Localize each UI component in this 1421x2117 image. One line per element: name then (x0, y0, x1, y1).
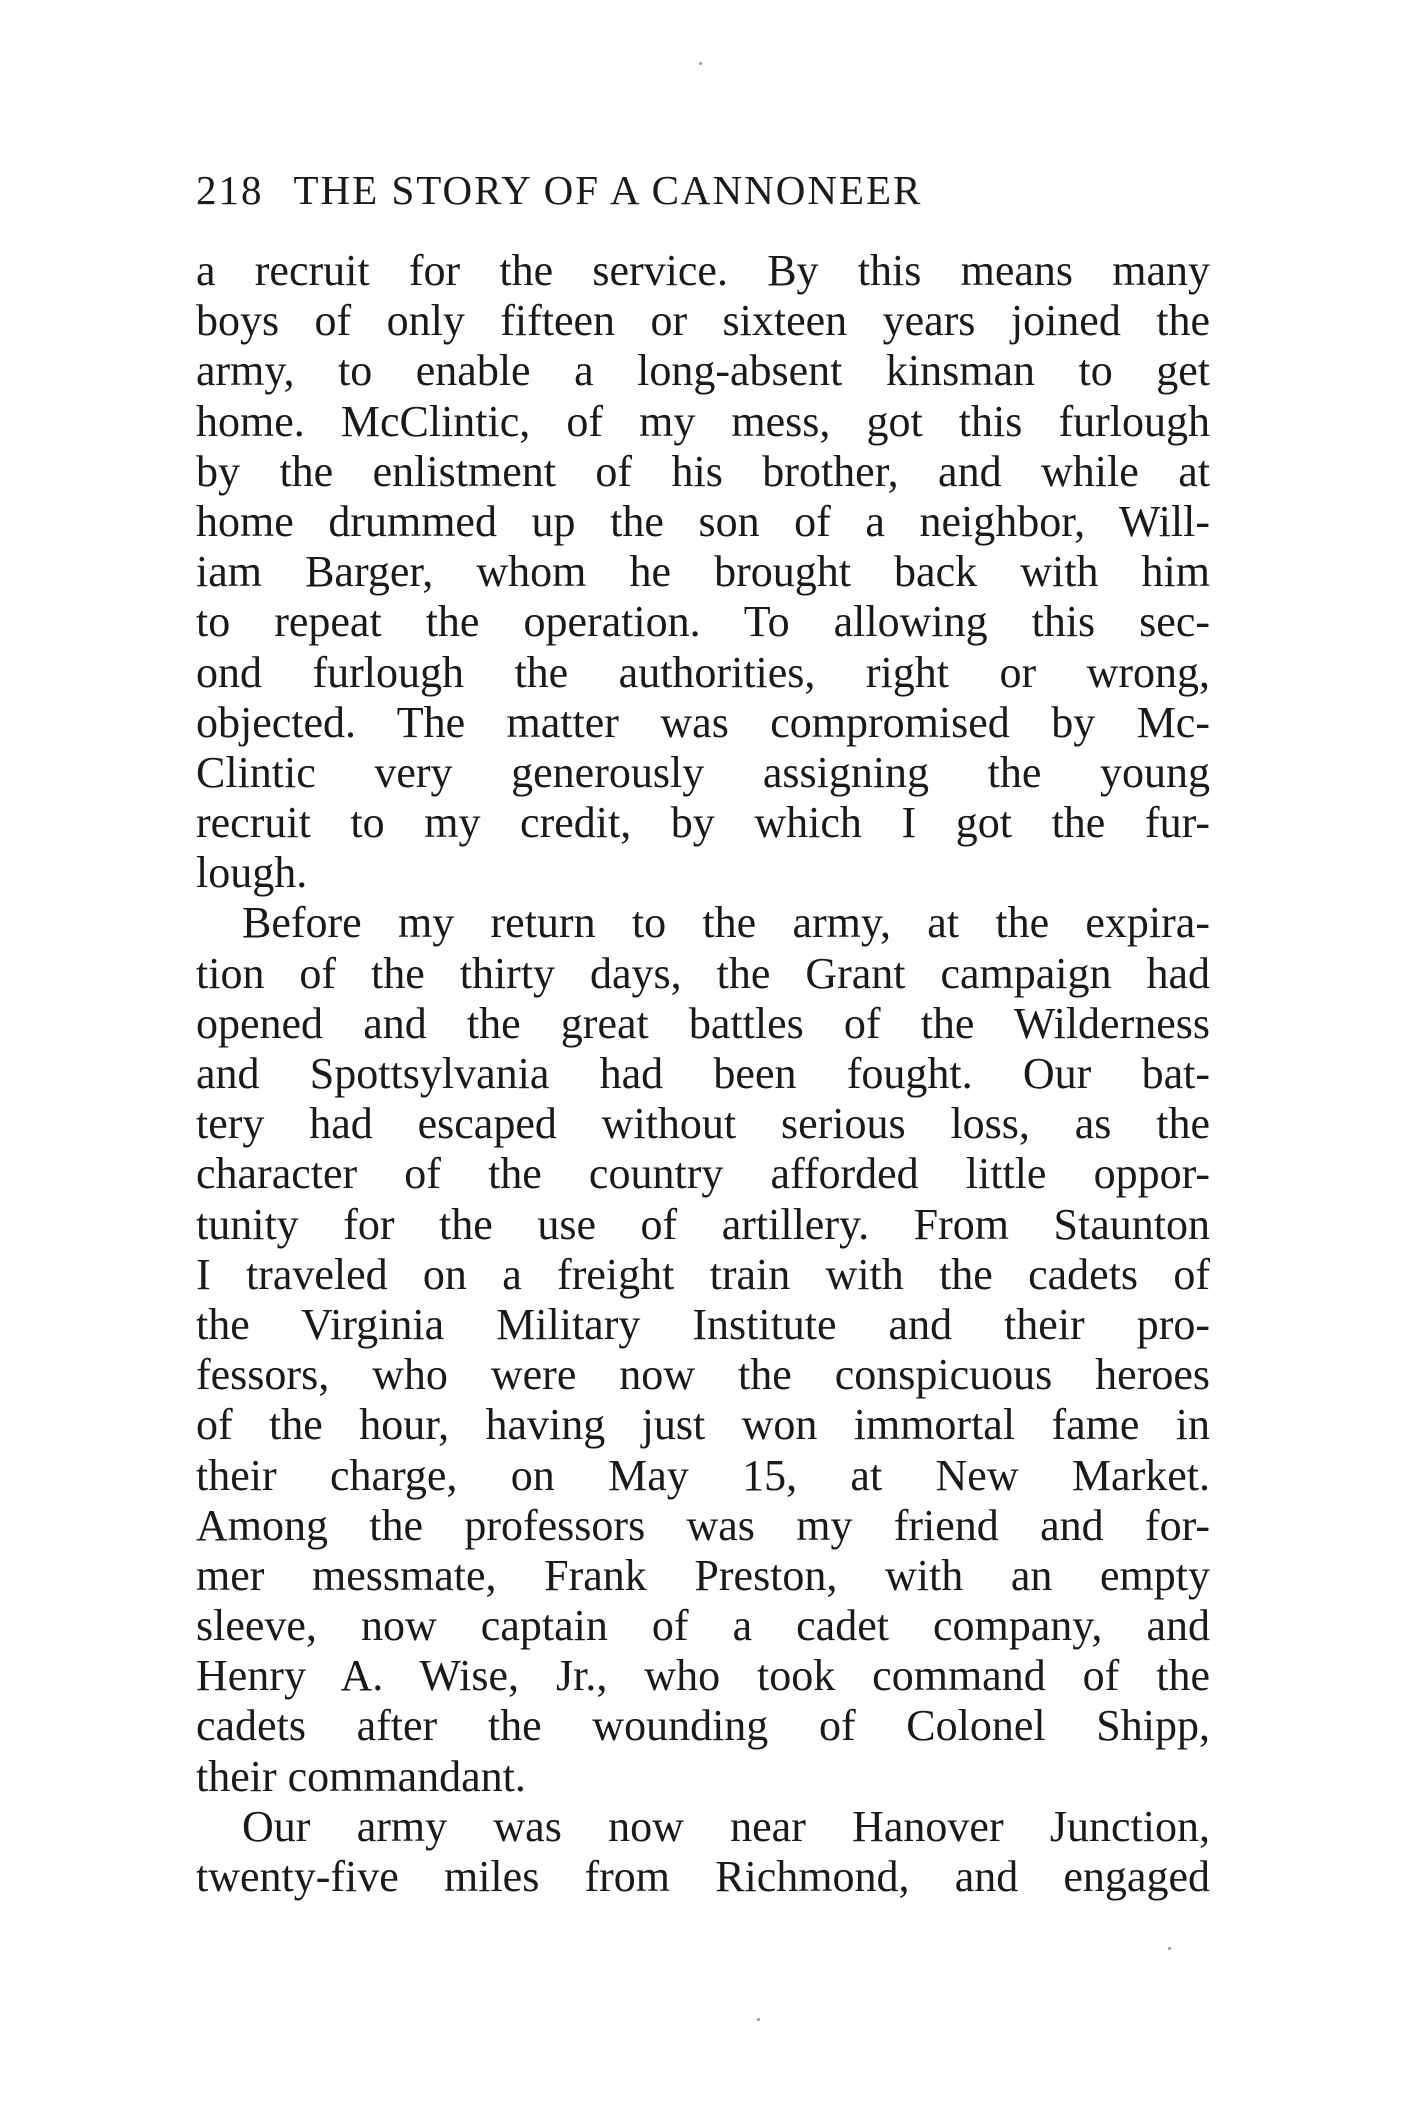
text-line: I traveled on a freight train with the cadets of (196, 1249, 1210, 1299)
text-line: sleeve, now captain of a cadet company, and (196, 1601, 1210, 1651)
text-line: home. McClintic, of my mess, got this furlough (196, 396, 1210, 446)
text-line: Henry A. Wise, Jr., who took command of the (196, 1651, 1210, 1701)
text-line: iam Barger, whom he brought back with him (196, 547, 1210, 597)
text-line: army, to enable a long-absent kinsman to get (196, 346, 1210, 396)
text-line: Clintic very generously assigning the young (196, 747, 1210, 797)
paper-speck (757, 2018, 760, 2021)
text-line: Among the professors was my friend and for- (196, 1500, 1210, 1550)
text-line: lough. (196, 848, 308, 898)
text-line: a recruit for the service. By this means many (196, 246, 1210, 295)
text-line: Our army was now near Hanover Junction, (242, 1801, 1210, 1851)
running-title: THE STORY OF A CANNONEER (293, 167, 923, 213)
text-line: and Spottsylvania had been fought. Our bat- (196, 1049, 1210, 1098)
running-header (196, 160, 1196, 220)
text-line: boys of only fifteen or sixteen years joined the (196, 296, 1210, 346)
paper-speck (1168, 1947, 1171, 1950)
text-line: home drummed up the son of a neighbor, Will- (196, 496, 1210, 546)
body-text (196, 246, 1210, 1902)
text-line: their commandant. (196, 1751, 526, 1801)
text-line: tunity for the use of artillery. From Staunton (196, 1199, 1210, 1249)
text-line: recruit to my credit, by which I got the fur- (196, 798, 1210, 848)
text-line: tion of the thirty days, the Grant campaign had (196, 948, 1210, 998)
text-line: twenty-five miles from Richmond, and engaged (196, 1852, 1210, 1901)
text-line: fessors, who were now the conspicuous heroes (196, 1350, 1210, 1400)
text-line: tery had escaped without serious loss, as the (196, 1099, 1210, 1149)
text-line: by the enlistment of his brother, and while at (196, 446, 1210, 496)
text-line: objected. The matter was compromised by Mc- (196, 697, 1210, 747)
text-line: ond furlough the authorities, right or wrong, (196, 647, 1210, 697)
text-line: character of the country afforded little oppor- (196, 1149, 1210, 1199)
text-line: mer messmate, Frank Preston, with an empty (196, 1550, 1210, 1600)
text-line: the Virginia Military Institute and their pro- (196, 1299, 1210, 1349)
text-line: to repeat the operation. To allowing this sec- (196, 597, 1210, 647)
text-line: opened and the great battles of the Wilderness (196, 998, 1210, 1048)
text-line: of the hour, having just won immortal fame in (196, 1400, 1210, 1450)
paper-speck (699, 62, 702, 65)
text-line: Before my return to the army, at the expira- (242, 898, 1210, 948)
text-line: their charge, on May 15, at New Market. (196, 1450, 1210, 1500)
page-number: 218 (196, 167, 264, 213)
text-line: cadets after the wounding of Colonel Shipp, (196, 1701, 1210, 1751)
